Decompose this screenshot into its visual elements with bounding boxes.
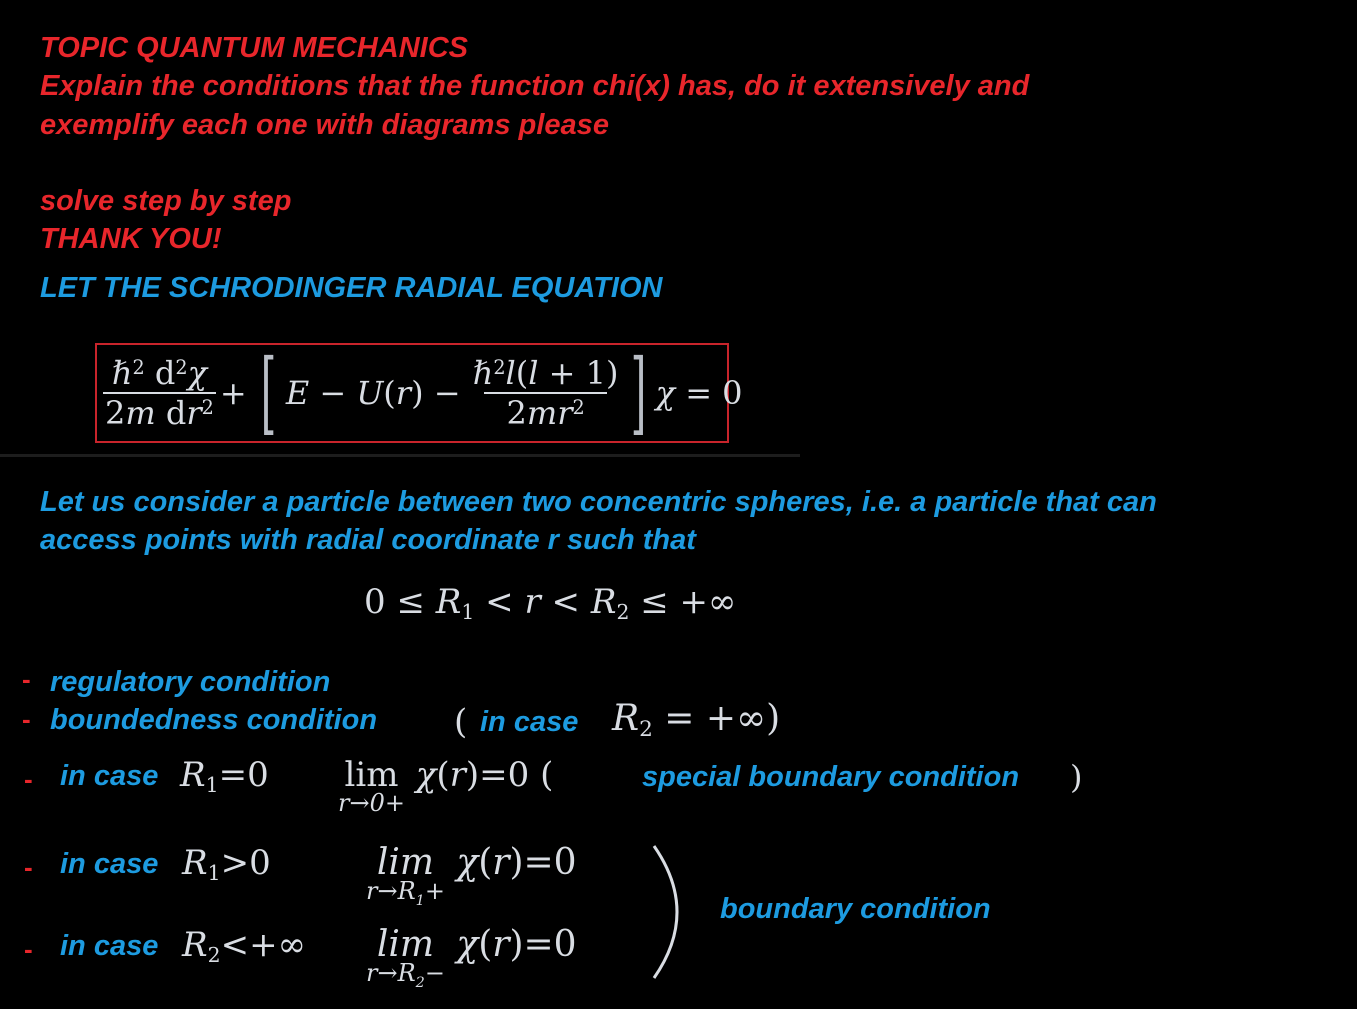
radial-range-inequality: $0 \le R_1 < r < R_2$ ≤ +∞ — [364, 582, 737, 624]
bullet-dash: - — [22, 704, 31, 734]
bullet-dash: - — [24, 852, 33, 882]
grouping-parenthesis — [648, 842, 692, 982]
regulatory-condition: regulatory condition — [50, 666, 331, 698]
r2-finite-condition: $R_2<+\infty$ — [182, 925, 306, 967]
radial-equation-box: $\frac{\hbar^2 d^2\chi}{2m dr^2}$ + [ E − U ( r ) − $\frac{\hbar^2l(l + 1)}{2mr^2}$ ] χ = 0 — [95, 343, 729, 443]
kinetic-term: $\frac{\hbar^2 d^2\chi}{2m dr^2}$ — [105, 354, 214, 432]
boundary-condition-label: boundary condition — [720, 893, 991, 925]
close-paren: ) — [1070, 758, 1083, 796]
r1-positive-condition: $R_1>0$ — [182, 843, 271, 885]
bullet-dash: - — [24, 764, 33, 794]
in-case-label: in case — [60, 848, 159, 880]
r1-zero-condition: $R_1=0$ — [180, 755, 269, 797]
bullet-dash: - — [24, 934, 33, 964]
limit-r-to-r2: lim $r\to R_2-$ χ(r)=0 — [366, 924, 577, 991]
special-boundary-condition: special boundary condition — [642, 761, 1020, 793]
open-paren: ( — [454, 702, 468, 742]
description-line-2: access points with radial coordinate r such that — [40, 524, 696, 556]
solve-instruction: solve step by step — [40, 185, 292, 217]
request-line-2: exemplify each one with diagrams please — [40, 109, 609, 141]
centrifugal-term: $\frac{\hbar^2l(l + 1)}{2mr^2}$ — [472, 354, 619, 432]
topic-title: TOPIC QUANTUM MECHANICS — [40, 32, 469, 64]
divider — [0, 454, 800, 457]
limit-r-to-r1: lim $r\to R_1+$ χ(r)=0 — [366, 842, 577, 909]
boundedness-condition: boundedness condition — [50, 704, 378, 736]
in-case-label: in case — [480, 706, 579, 738]
in-case-label: in case — [60, 930, 159, 962]
intro-heading: LET THE SCHRODINGER RADIAL EQUATION — [40, 272, 663, 304]
request-line-1: Explain the conditions that the function chi(x) has, do it extensively and — [40, 70, 1030, 102]
bullet-dash: - — [22, 664, 31, 694]
description-line-1: Let us consider a particle between two concentric spheres, i.e. a particle that can — [40, 486, 1157, 518]
thanks-text: THANK YOU! — [40, 223, 222, 255]
in-case-label: in case — [60, 760, 159, 792]
r2-infinity-condition: $R_2$ = +∞) — [612, 698, 781, 742]
limit-r-to-zero: lim r→0+ χ(r)=0 ( — [338, 755, 554, 817]
